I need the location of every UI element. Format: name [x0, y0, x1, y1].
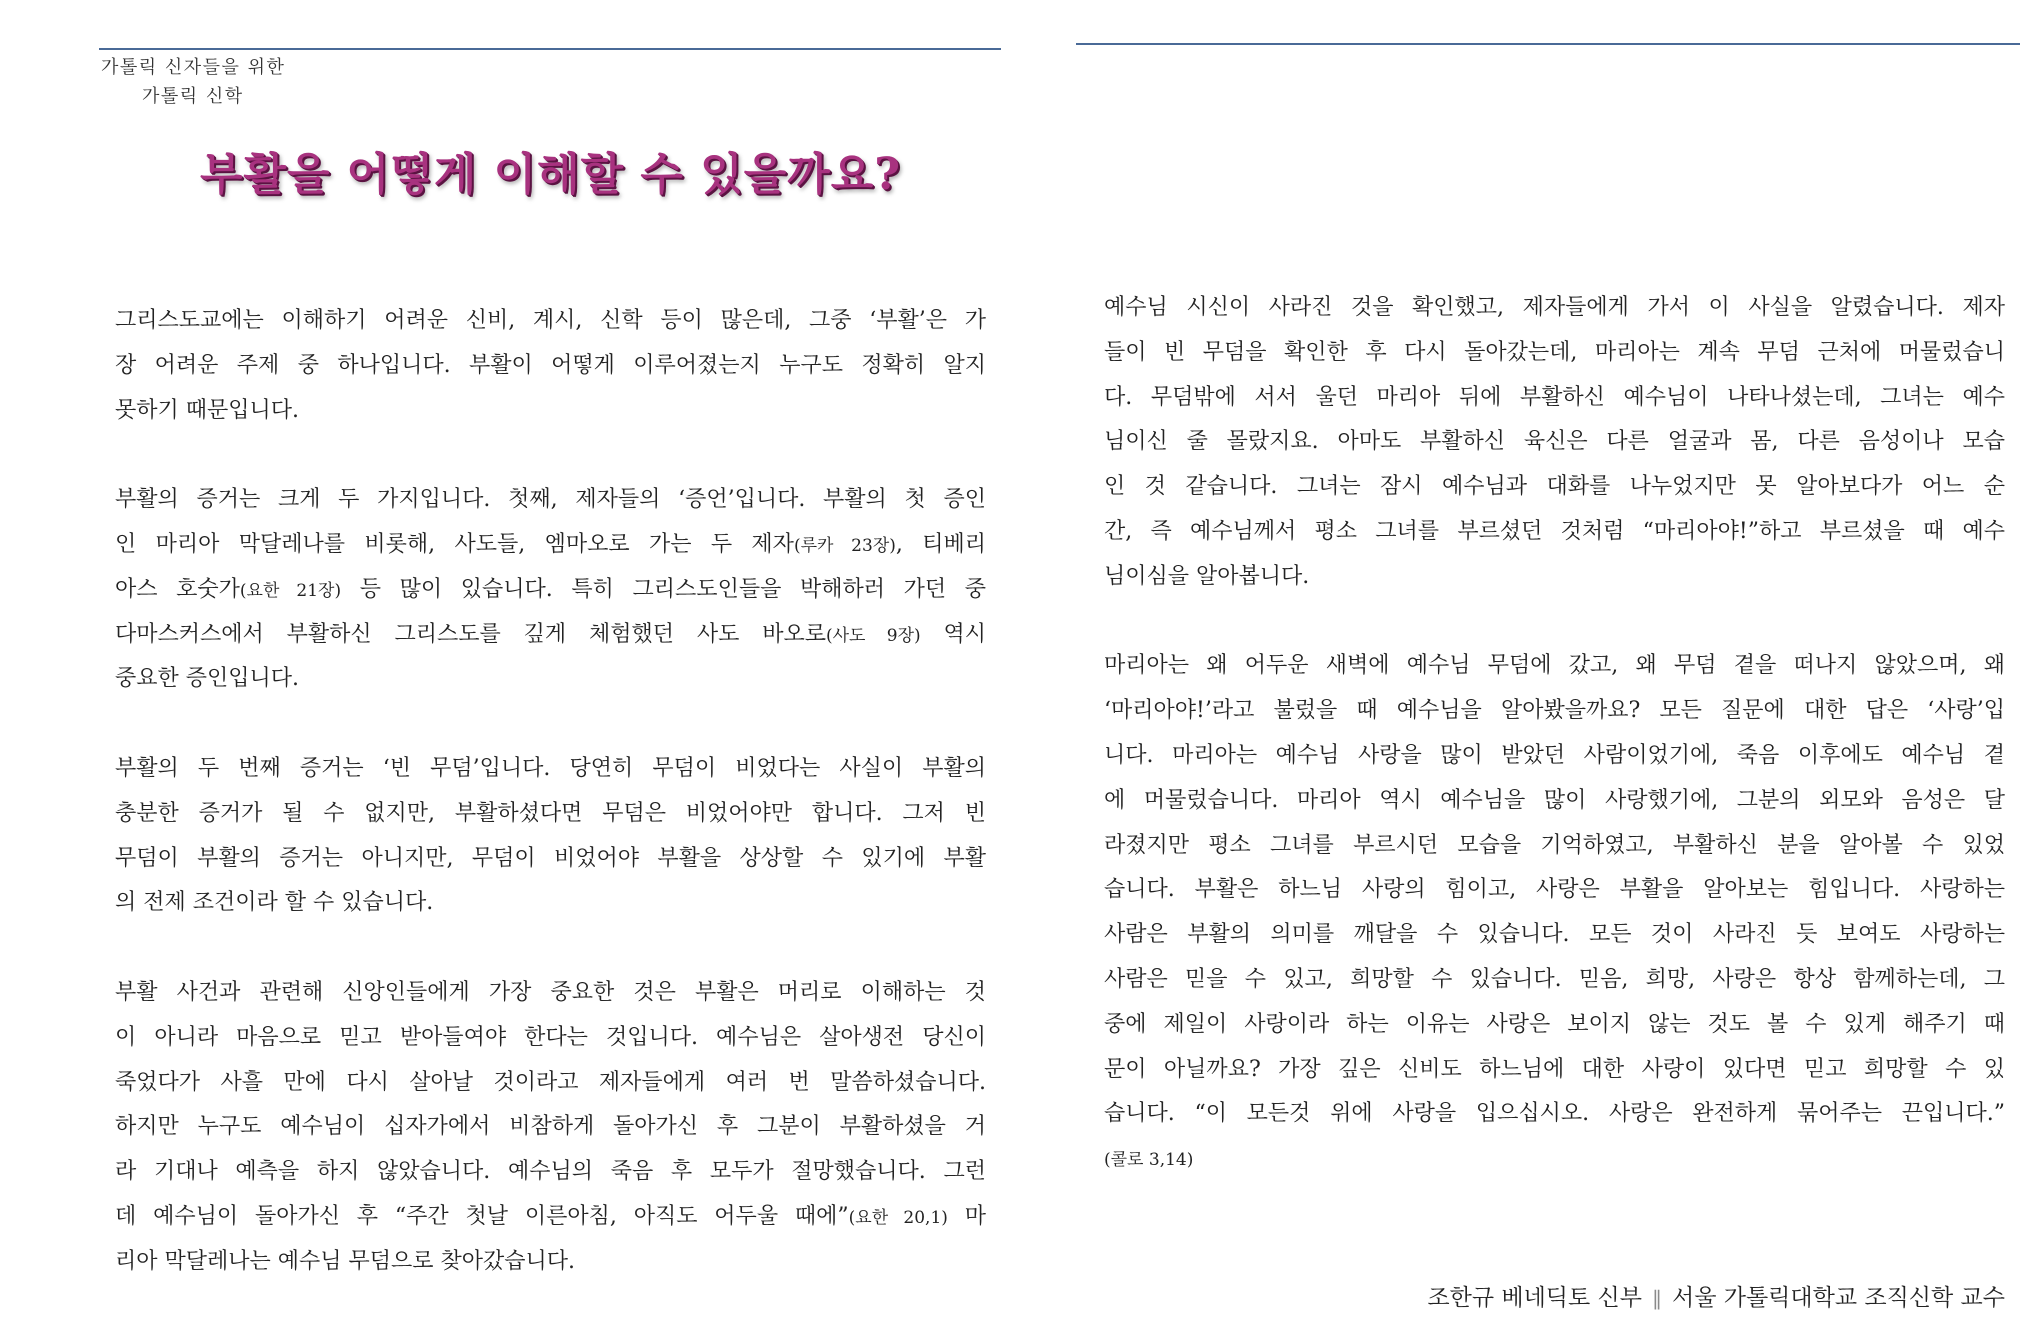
text-line: ‘마리아야!’라고 불렀을 때 예수님을 알아봤을까요? 모든 질문에 대한 답은 ‘사랑’입 [1104, 698, 2005, 724]
text-line: 부활 사건과 관련해 신앙인들에게 가장 중요한 것은 부활은 머리로 이해하는 것 [115, 979, 986, 1005]
right-header-rule [1076, 43, 2020, 45]
paragraph [1104, 286, 2005, 600]
scripture-reference: (요한 21장) [239, 580, 342, 601]
text-line: 님이신 줄 몰랐지요. 아마도 부활하신 육신은 다른 얼굴과 몸, 다른 음성이나 모습 [1104, 429, 2005, 455]
paragraph [115, 299, 986, 433]
scripture-reference: (콜로 3,14) [1104, 1150, 1194, 1171]
text-line: 습니다. “이 모든것 위에 사랑을 입으십시오. 사랑은 완전하게 묶어주는 끈입니다.” [1104, 1101, 2005, 1127]
scripture-reference: (사도 9장) [826, 625, 921, 646]
text-line: 마리아는 왜 어두운 새벽에 예수님 무덤에 갔고, 왜 무덤 곁을 떠나지 않았으며, 왜 [1104, 653, 2005, 679]
text-line: 사람은 믿을 수 있고, 희망할 수 있습니다. 믿음, 희망, 사랑은 항상 함께하는데, 그 [1104, 966, 2005, 992]
text-line: 간, 즉 예수님께서 평소 그녀를 부르셨던 것처럼 “마리아야!”하고 부르셨을 때 예수 [1104, 518, 2005, 544]
text-line: 장 어려운 주제 중 하나입니다. 부활이 어떻게 이루어졌는지 누구도 정확히 알지 [115, 352, 986, 378]
author-byline [1427, 1283, 2005, 1313]
paragraph [115, 971, 986, 1285]
byline-separator: ‖ [1652, 1286, 1662, 1310]
text-line: 인 마리아 막달레나를 비롯해, 사도들, 엠마오로 가는 두 제자(루카 23장), 티베리 [115, 531, 986, 557]
text-line: 의 전제 조건이라 할 수 있습니다. [115, 890, 434, 916]
section-label: 가톨릭 신학 [142, 86, 244, 107]
paragraph [1104, 644, 2005, 1182]
author-affiliation: 서울 가톨릭대학교 조직신학 교수 [1672, 1285, 2005, 1311]
scripture-reference: (요한 20,1) [848, 1207, 948, 1228]
text-line: 데 예수님이 돌아가신 후 “주간 첫날 이른아침, 아직도 어두울 때에”(요한 20,1) 마 [115, 1203, 986, 1229]
text-line: 들이 빈 무덤을 확인한 후 다시 돌아갔는데, 마리아는 계속 무덤 근처에 머물렀습니 [1104, 339, 2005, 365]
text-line: 문이 아닐까요? 가장 깊은 신비도 하느님에 대한 사랑이 있다면 믿고 희망할 수 있 [1104, 1056, 2005, 1082]
scripture-reference: (루카 23장) [793, 535, 896, 556]
text-line: 예수님 시신이 사라진 것을 확인했고, 제자들에게 가서 이 사실을 알렸습니다. 제자 [1104, 295, 2005, 320]
text-line: 다마스커스에서 부활하신 그리스도를 깊게 체험했던 사도 바오로(사도 9장) 역시 [115, 621, 986, 647]
article-title: 부활을 어떻게 이해할 수 있을까요? [199, 149, 902, 200]
paragraph [115, 478, 986, 702]
text-line: 중요한 증인입니다. [115, 666, 300, 692]
series-label: 가톨릭 신자들을 위한 [101, 57, 286, 78]
text-line: 무덤이 부활의 증거는 아니지만, 무덤이 비었어야 부활을 상상할 수 있기에 부활 [115, 845, 986, 871]
text-line: 부활의 증거는 크게 두 가지입니다. 첫째, 제자들의 ‘증언’입니다. 부활의 첫 증인 [115, 487, 986, 513]
text-line: 라졌지만 평소 그녀를 부르시던 모습을 기억하였고, 부활하신 분을 알아볼 수 있었 [1104, 832, 2005, 858]
text-line [1104, 1137, 2005, 1182]
text-line: 죽었다가 사흘 만에 다시 살아날 것이라고 제자들에게 여러 번 말씀하셨습니다. [115, 1069, 986, 1095]
text-line: 다. 무덤밖에 서서 울던 마리아 뒤에 부활하신 예수님이 나타나셨는데, 그녀는 예수 [1104, 384, 2005, 410]
left-column-text [115, 299, 986, 1285]
text-line: 습니다. 부활은 하느님 사랑의 힘이고, 사랑은 부활을 알아보는 힘입니다. 사랑하는 [1104, 877, 2005, 903]
text-line: 사람은 부활의 의미를 깨달을 수 있습니다. 모든 것이 사라진 듯 보여도 사랑하는 [1104, 922, 2005, 948]
text-line: 중에 제일이 사랑이라 하는 이유는 사랑은 보이지 않는 것도 볼 수 있게 해주기 때 [1104, 1011, 2005, 1037]
text-line: 아스 호숫가(요한 21장) 등 많이 있습니다. 특히 그리스도인들을 박해하러 가던 중 [115, 576, 986, 602]
author-name: 조한규 베네딕토 신부 [1427, 1285, 1642, 1311]
text-line: 그리스도교에는 이해하기 어려운 신비, 계시, 신학 등이 많은데, 그중 ‘부활’은 가 [115, 308, 986, 333]
text-line: 라 기대나 예측을 하지 않았습니다. 예수님의 죽음 후 모두가 절망했습니다. 그런 [115, 1159, 986, 1185]
paragraph [115, 747, 986, 926]
left-header-rule [99, 48, 1001, 50]
text-line: 인 것 같습니다. 그녀는 잠시 예수님과 대화를 나누었지만 못 알아보다가 어느 순 [1104, 474, 2005, 500]
right-page [1040, 0, 2041, 1318]
text-line: 충분한 증거가 될 수 없지만, 부활하셨다면 무덤은 비었어야만 합니다. 그저 빈 [115, 800, 986, 826]
text-line: 못하기 때문입니다. [115, 397, 300, 423]
text-line: 부활의 두 번째 증거는 ‘빈 무덤’입니다. 당연히 무덤이 비었다는 사실이 부활의 [115, 755, 986, 781]
right-column-text [1104, 286, 2005, 1182]
text-line: 에 머물렀습니다. 마리아 역시 예수님을 많이 사랑했기에, 그분의 외모와 음성은 달 [1104, 787, 2005, 813]
text-line: 님이심을 알아봅니다. [1104, 563, 1310, 589]
text-line: 리아 막달레나는 예수님 무덤으로 찾아갔습니다. [115, 1248, 576, 1274]
text-line: 이 아니라 마음으로 믿고 받아들여야 한다는 것입니다. 예수님은 살아생전 당신이 [115, 1024, 986, 1050]
text-line: 하지만 누구도 예수님이 십자가에서 비참하게 돌아가신 후 그분이 부활하셨을 거 [115, 1114, 986, 1140]
text-line: 니다. 마리아는 예수님 사랑을 많이 받았던 사람이었기에, 죽음 이후에도 예수님 곁 [1104, 742, 2005, 768]
